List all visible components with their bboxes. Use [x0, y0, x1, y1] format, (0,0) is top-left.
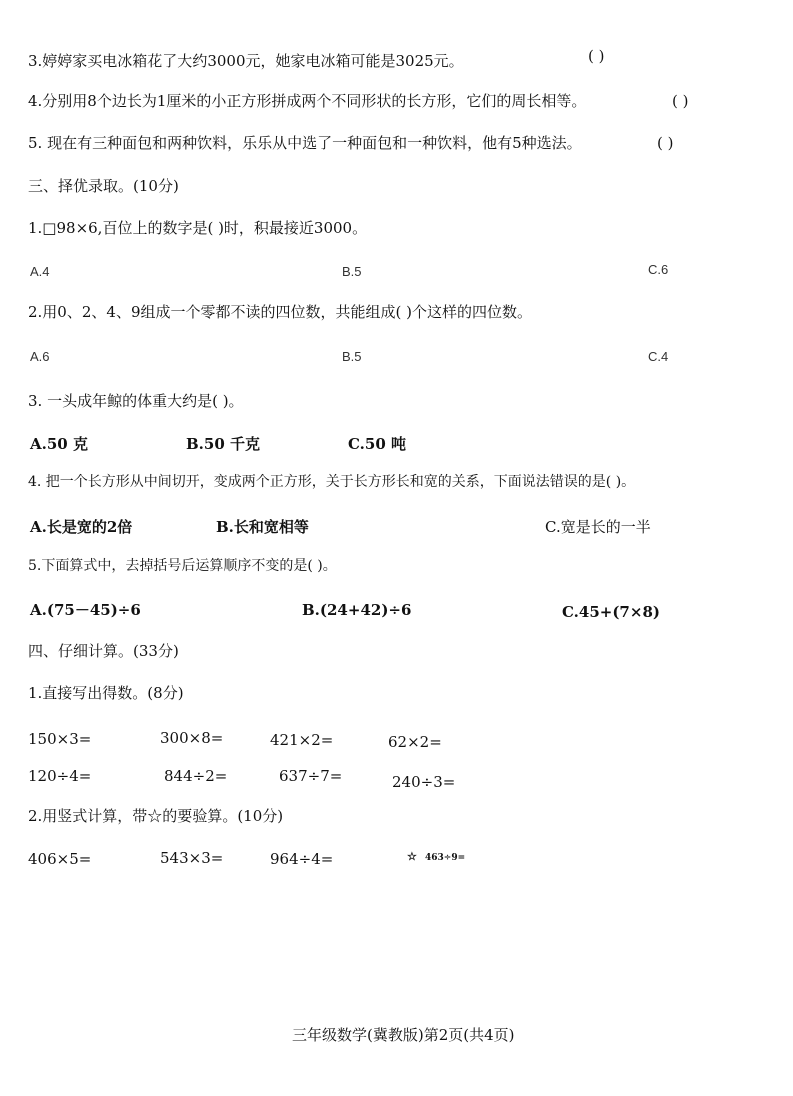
- s3-q4-option-b: B.长和宽相等: [216, 518, 309, 536]
- calc-150x3: 150×3=: [28, 730, 92, 748]
- vertical-964div4: 964÷4=: [270, 850, 334, 868]
- s3-q5-option-c: C.45+(7×8): [562, 603, 660, 621]
- s3-q2-option-b: B.5: [342, 349, 362, 364]
- s3-q3-option-c: C.50 吨: [348, 435, 406, 453]
- judge-q4-bracket: ( ): [672, 92, 689, 110]
- judge-q5-bracket: ( ): [657, 134, 674, 152]
- s3-q1-option-c: C.6: [648, 262, 669, 277]
- s3-q3-option-a: A.50 克: [30, 435, 88, 453]
- vertical-543x3: 543×3=: [160, 849, 224, 867]
- judge-q3: 3.婷婷家买电冰箱花了大约3000元，她家电冰箱可能是3025元。: [28, 52, 464, 70]
- calc-637div7: 637÷7=: [279, 767, 343, 785]
- vertical-406x5: 406×5=: [28, 850, 92, 868]
- vertical-463div9: 463÷9=: [425, 853, 466, 863]
- s3-q1-option-b: B.5: [342, 264, 362, 279]
- s4-part2-title: 2.用竖式计算，带☆的要验算。(10分): [28, 807, 284, 825]
- s3-q1-stem: 1.□98×6,百位上的数字是( )时，积最接近3000。: [28, 219, 368, 237]
- s3-q2-option-a: A.6: [30, 349, 50, 364]
- calc-844div2: 844÷2=: [164, 767, 228, 785]
- s3-q5-option-a: A.(75－45)÷6: [30, 601, 141, 619]
- s3-q5-stem: 5.下面算式中，去掉括号后运算顺序不变的是( )。: [28, 558, 337, 574]
- s3-q3-option-b: B.50 千克: [186, 435, 260, 453]
- star-icon: ☆: [407, 850, 417, 863]
- calc-421x2: 421×2=: [270, 731, 334, 749]
- s3-q4-option-a: A.长是宽的2倍: [30, 518, 133, 536]
- section4-heading: 四、仔细计算。(33分): [28, 642, 179, 660]
- s3-q4-option-c: C.宽是长的一半: [545, 518, 651, 536]
- judge-q3-bracket: ( ): [588, 47, 605, 65]
- s3-q1-option-a: A.4: [30, 264, 50, 279]
- section3-heading: 三、择优录取。(10分): [28, 177, 179, 195]
- page-footer: 三年级数学(冀教版)第2页(共4页): [292, 1026, 515, 1044]
- s4-part1-title: 1.直接写出得数。(8分): [28, 684, 184, 702]
- calc-300x8: 300×8=: [160, 729, 224, 747]
- calc-120div4: 120÷4=: [28, 767, 92, 785]
- s3-q4-stem: 4. 把一个长方形从中间切开，变成两个正方形，关于长方形长和宽的关系，下面说法错误的是( )。: [28, 474, 636, 490]
- calc-62x2: 62×2=: [388, 733, 442, 751]
- judge-q5: 5. 现在有三种面包和两种饮料，乐乐从中选了一种面包和一种饮料，他有5种选法。: [28, 134, 582, 152]
- s3-q5-option-b: B.(24+42)÷6: [302, 601, 412, 619]
- judge-q4: 4.分别用8个边长为1厘米的小正方形拼成两个不同形状的长方形，它们的周长相等。: [28, 92, 587, 110]
- calc-240div3: 240÷3=: [392, 773, 456, 791]
- s3-q2-option-c: C.4: [648, 349, 669, 364]
- s3-q3-stem: 3. 一头成年鲸的体重大约是( )。: [28, 392, 244, 410]
- s3-q2-stem: 2.用0、2、4、9组成一个零都不读的四位数，共能组成( )个这样的四位数。: [28, 303, 532, 321]
